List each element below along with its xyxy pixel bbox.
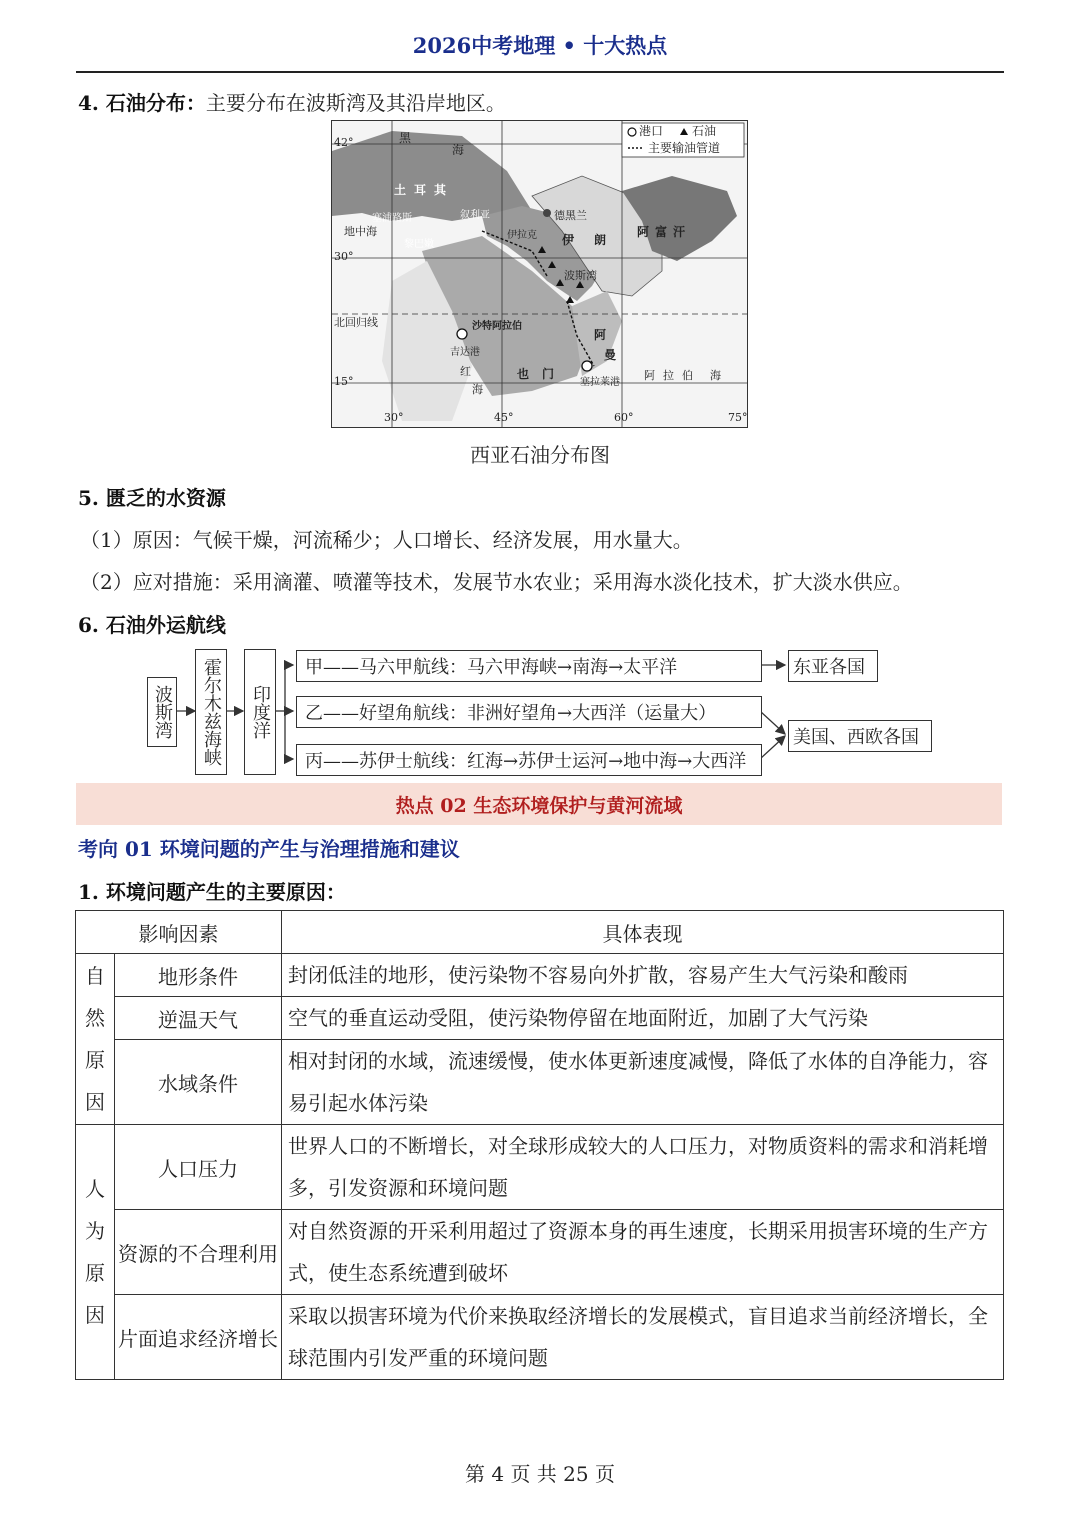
map-label-arabian: 阿拉伯 (644, 369, 701, 382)
factor-cell: 逆温天气 (115, 997, 282, 1040)
human-char-4: 因 (85, 1303, 105, 1327)
route-bing-box: 丙——苏伊士航线：红海→苏伊士运河→地中海→大西洋 (296, 744, 762, 776)
legend-port-label: 港口 (639, 124, 664, 138)
detail-cell: 空气的垂直运动受阻，使污染物停留在地面附近，加剧了大气污染 (282, 997, 1004, 1040)
map-label-jeddah: 吉达港 (450, 347, 480, 358)
oil-route-flowchart (145, 647, 935, 777)
page-header-title: 2026中考地理 • 十大热点 (412, 33, 668, 58)
direction-title: 考向 01 环境问题的产生与治理措施和建议 (78, 837, 460, 861)
human-char-1: 人 (85, 1177, 105, 1201)
hot-point-banner: 热点 02 生态环境保护与黄河流域 (76, 783, 1002, 825)
map-label-mediterranean: 地中海 (344, 225, 377, 238)
table-row (76, 997, 1004, 1040)
map-label-saudi: 沙特阿拉伯 (472, 321, 522, 332)
col-factor-header: 影响因素 (76, 911, 282, 954)
natural-char-1: 自 (85, 964, 105, 988)
factor-cell: 水域条件 (115, 1040, 282, 1125)
factor-cell: 资源的不合理利用 (115, 1210, 282, 1295)
detail-cell: 世界人口的不断增长，对全球形成较大的人口压力，对物质资料的需求和消耗增多，引发资源和环境问题 (282, 1125, 1004, 1210)
section-4-text: 主要分布在波斯湾及其沿岸地区。 (205, 91, 506, 115)
lon-label-75: 75° (728, 411, 748, 424)
map-label-afghanistan: 阿富汗 (637, 225, 692, 239)
header-divider (76, 71, 1004, 73)
strait-box: 霍尔木兹海峡 (195, 649, 227, 775)
map-label-syria: 叙利亚 (460, 210, 490, 221)
section-4 (78, 87, 506, 116)
table-row (76, 1040, 1004, 1125)
section-6-heading: 6. 石油外运航线 (78, 613, 226, 637)
lat-label-30: 30° (334, 250, 354, 263)
section-4-heading: 4. 石油分布： (78, 91, 206, 115)
map-label-yemen-2: 门 (542, 367, 555, 381)
table-header-row (76, 911, 1004, 954)
west-asia-oil-map (331, 120, 748, 428)
human-char-3: 原 (85, 1261, 105, 1285)
legend-oil-label: 石油 (692, 124, 717, 138)
map-label-turkey: 土耳其 (394, 183, 455, 197)
map-label-oman-2: 曼 (604, 348, 617, 362)
map-label-red: 红 (460, 365, 471, 378)
dest-us-eu-box: 美国、西欧各国 (788, 720, 932, 752)
natural-cause-label (76, 954, 115, 1125)
environment-causes-table (75, 910, 1004, 1380)
table-row (76, 1295, 1004, 1380)
map-label-iraq: 伊拉克 (507, 230, 537, 241)
lat-label-42: 42° (334, 136, 354, 149)
map-label-cyprus: 塞浦路斯 (372, 213, 412, 224)
map-label-yemen-1: 也 (517, 367, 530, 381)
map-label-iran-1: 伊 (562, 233, 575, 247)
table-row (76, 1125, 1004, 1210)
map-label-arabian-sea: 海 (710, 369, 721, 382)
lat-label-15: 15° (334, 375, 354, 388)
map-label-red-sea: 海 (472, 383, 483, 396)
human-char-2: 为 (85, 1219, 105, 1243)
section-5-heading: 5. 匮乏的水资源 (78, 486, 226, 510)
lon-label-30: 30° (384, 411, 404, 424)
human-cause-label (76, 1125, 115, 1380)
detail-cell: 对自然资源的开采利用超过了资源本身的再生速度，长期采用损害环境的生产方式，使生态系统遭到破坏 (282, 1210, 1004, 1295)
detail-cell: 相对封闭的水域，流速缓慢，使水体更新速度减慢，降低了水体的自净能力，容易引起水体污染 (282, 1040, 1004, 1125)
map-label-salalah: 塞拉莱港 (580, 377, 620, 388)
table-row (76, 1210, 1004, 1295)
detail-cell: 采取以损害环境为代价来换取经济增长的发展模式，盲目追求当前经济增长，全球范围内引发严重的环境问题 (282, 1295, 1004, 1380)
ocean-box: 印度洋 (244, 649, 276, 775)
lon-label-60: 60° (614, 411, 634, 424)
factor-cell: 地形条件 (115, 954, 282, 997)
section-5-item-1: （1）原因：气候干燥，河流稀少；人口增长、经济发展，用水量大。 (80, 528, 693, 552)
route-yi-box: 乙——好望角航线：非洲好望角→大西洋（运量大） (296, 696, 762, 728)
map-caption: 西亚石油分布图 (470, 443, 610, 467)
map-label-black: 黑 (399, 131, 412, 145)
causes-heading: 1. 环境问题产生的主要原因： (78, 880, 346, 904)
factor-cell: 人口压力 (115, 1125, 282, 1210)
map-label-tehran: 德黑兰 (554, 209, 587, 222)
section-5-item-2: （2）应对措施：采用滴灌、喷灌等技术，发展节水农业；采用海水淡化技术，扩大淡水供应。 (80, 570, 913, 594)
route-jia-box: 甲——马六甲航线：马六甲海峡→南海→太平洋 (296, 650, 762, 682)
map-label-sea: 海 (452, 143, 465, 157)
map-label-oman-1: 阿 (594, 328, 607, 342)
map-label-iran-2: 朗 (594, 233, 607, 247)
map-label-lebanon: 黎巴嫩 (404, 239, 434, 250)
table-row (76, 954, 1004, 997)
lon-label-45: 45° (494, 411, 514, 424)
col-detail-header: 具体表现 (282, 911, 1004, 954)
natural-char-3: 原 (85, 1048, 105, 1072)
lat-label-tropic: 北回归线 (334, 316, 378, 329)
factor-cell: 片面追求经济增长 (115, 1295, 282, 1380)
origin-box: 波斯湾 (147, 677, 177, 747)
map-label-persian-gulf: 波斯湾 (564, 269, 597, 282)
detail-cell: 封闭低洼的地形，使污染物不容易向外扩散，容易产生大气污染和酸雨 (282, 954, 1004, 997)
legend-pipeline-label: 主要输油管道 (648, 141, 721, 155)
dest-east-asia-box: 东亚各国 (788, 650, 878, 682)
natural-char-4: 因 (85, 1090, 105, 1114)
page-footer: 第 4 页 共 25 页 (465, 1462, 615, 1486)
natural-char-2: 然 (85, 1006, 105, 1030)
